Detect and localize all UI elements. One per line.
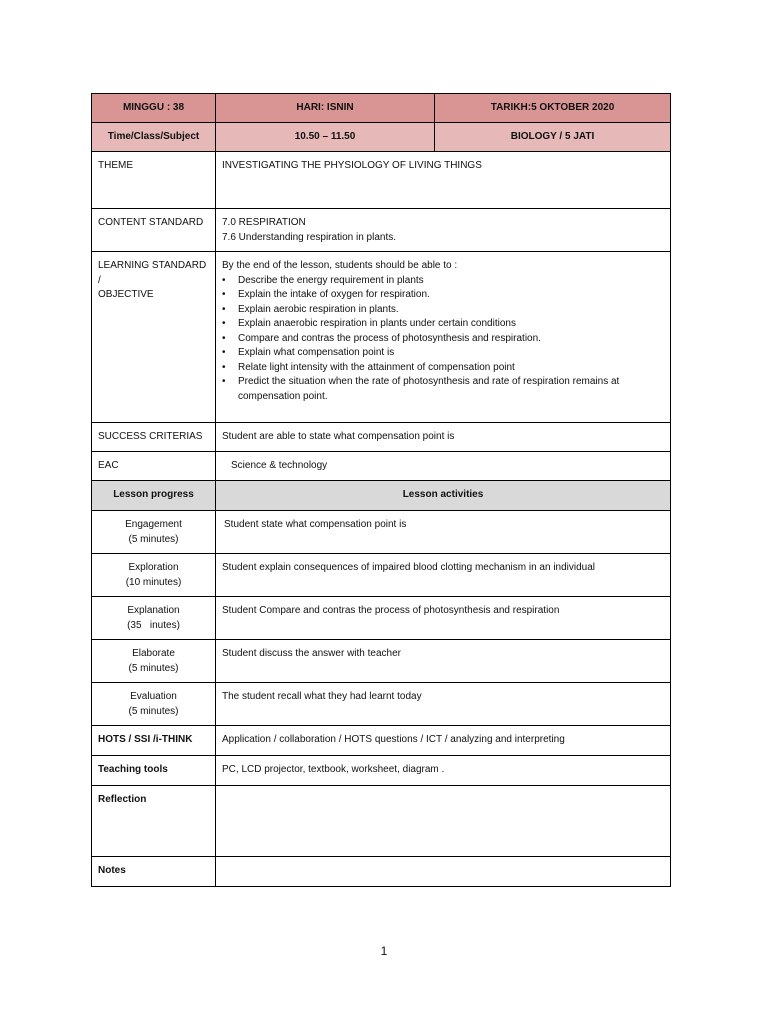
eac-label: EAC [92, 452, 216, 481]
theme-label: THEME [92, 152, 216, 209]
lesson-activity: Student Compare and contras the process of photosynthesis and respiration [216, 597, 671, 640]
eac-row [92, 452, 671, 481]
objective-item: • Describe the energy requirement in plants [222, 274, 664, 289]
notes-value[interactable] [216, 857, 671, 887]
header-row [92, 94, 671, 123]
lesson-row [92, 640, 671, 683]
theme-value: INVESTIGATING THE PHYSIOLOGY OF LIVING THINGS [216, 152, 671, 209]
objective-item: • Explain anaerobic respiration in plants under certain conditions [222, 317, 664, 332]
learning-standard-label [92, 252, 216, 423]
lesson-time: (5 minutes) [128, 533, 179, 545]
content-standard-label: CONTENT STANDARD [92, 209, 216, 252]
lesson-time: (5 minutes) [128, 705, 179, 717]
objective-item: • Explain aerobic respiration in plants. [222, 303, 664, 318]
lesson-activity: Student state what compensation point is [216, 511, 671, 554]
time-class-subject-row [92, 123, 671, 152]
eac-value: Science & technology [216, 452, 671, 481]
notes-label: Notes [92, 857, 216, 887]
lesson-stage-cell [92, 597, 216, 640]
minggu-cell: MINGGU : 38 [92, 94, 216, 123]
lesson-progress-header: Lesson progress [92, 481, 216, 511]
success-criteria-value: Student are able to state what compensation point is [216, 423, 671, 452]
reflection-value[interactable] [216, 786, 671, 857]
lesson-activity: Student explain consequences of impaired blood clotting mechanism in an individual [216, 554, 671, 597]
page-number: 1 [380, 944, 388, 958]
learning-standard-label-line-1: LEARNING STANDARD / [98, 260, 207, 286]
lesson-stage: Explanation [127, 605, 180, 616]
lesson-activity: Student discuss the answer with teacher [216, 640, 671, 683]
lesson-stage-cell [92, 511, 216, 554]
lesson-activities-header: Lesson activities [216, 481, 671, 511]
lesson-stage-cell [92, 554, 216, 597]
teaching-tools-value: PC, LCD projector, textbook, worksheet, diagram . [216, 756, 671, 786]
lesson-stage: Exploration [128, 562, 179, 573]
hots-label: HOTS / SSI /i-THINK [92, 726, 216, 756]
lesson-activity: The student recall what they had learnt today [216, 683, 671, 726]
lesson-row [92, 554, 671, 597]
learning-standard-value [216, 252, 671, 423]
content-standard-row [92, 209, 671, 252]
lesson-header-row [92, 481, 671, 511]
success-criteria-label: SUCCESS CRITERIAS [92, 423, 216, 452]
lesson-time: (5 minutes) [128, 662, 179, 674]
subject-cell: BIOLOGY / 5 JATI [435, 123, 671, 152]
objective-list [222, 274, 664, 405]
teaching-tools-row [92, 756, 671, 786]
lesson-stage-cell [92, 683, 216, 726]
hots-row [92, 726, 671, 756]
objective-intro: By the end of the lesson, students should be able to : [222, 260, 458, 271]
time-cell: 10.50 – 11.50 [216, 123, 435, 152]
learning-standard-label-line-2: OBJECTIVE [98, 289, 154, 300]
lesson-row [92, 511, 671, 554]
lesson-plan-table [91, 93, 671, 887]
learning-standard-row [92, 252, 671, 423]
content-standard-value [216, 209, 671, 252]
objective-item: • Relate light intensity with the attainment of compensation point [222, 361, 664, 376]
reflection-row [92, 786, 671, 857]
objective-item: • Explain the intake of oxygen for respiration. [222, 288, 664, 303]
notes-row [92, 857, 671, 887]
success-criteria-row [92, 423, 671, 452]
content-standard-line-1: 7.0 RESPIRATION [222, 217, 306, 228]
content-standard-line-2: 7.6 Understanding respiration in plants. [222, 231, 396, 243]
lesson-stage-cell [92, 640, 216, 683]
lesson-stage: Elaborate [132, 648, 175, 659]
hari-cell: HARI: ISNIN [216, 94, 435, 123]
objective-item: • Predict the situation when the rate of photosynthesis and rate of respiration remains at compensation point. [222, 375, 664, 404]
hots-value: Application / collaboration / HOTS questions / ICT / analyzing and interpreting [216, 726, 671, 756]
lesson-time: (10 minutes) [125, 576, 182, 588]
lesson-time: (35 inutes) [127, 619, 180, 631]
lesson-stage: Engagement [125, 519, 182, 530]
teaching-tools-label: Teaching tools [92, 756, 216, 786]
objective-item: • Explain what compensation point is [222, 346, 664, 361]
lesson-row [92, 683, 671, 726]
theme-row [92, 152, 671, 209]
reflection-label: Reflection [92, 786, 216, 857]
lesson-stage: Evaluation [130, 691, 177, 702]
lesson-row [92, 597, 671, 640]
objective-item: • Compare and contras the process of photosynthesis and respiration. [222, 332, 664, 347]
tarikh-cell: TARIKH:5 OKTOBER 2020 [435, 94, 671, 123]
time-class-subject-label: Time/Class/Subject [92, 123, 216, 152]
